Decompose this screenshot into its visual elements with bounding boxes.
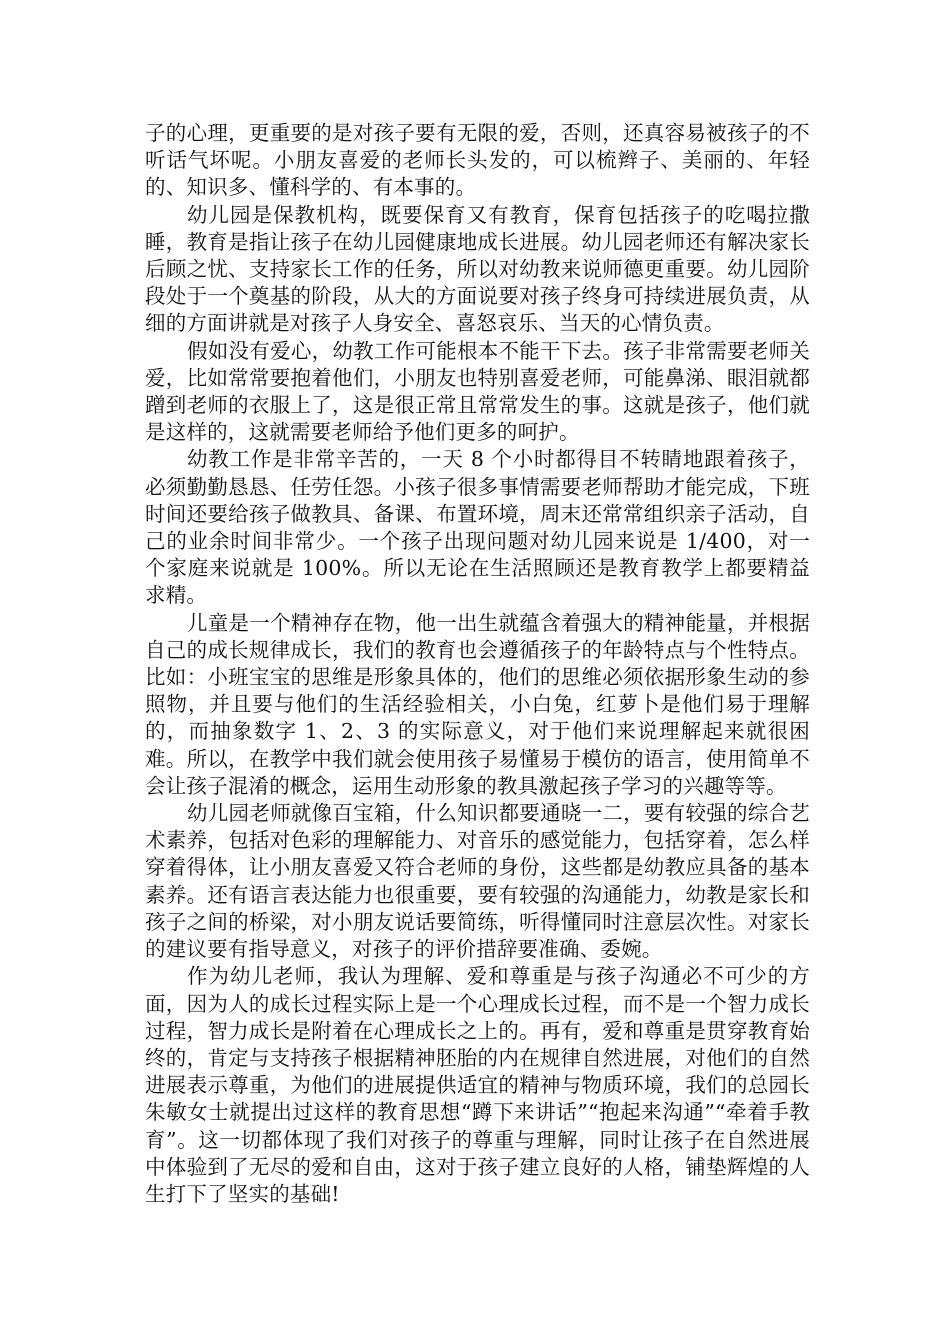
paragraph-respect: 作为幼儿老师，我认为理解、爱和尊重是与孩子沟通必不可少的方面，因为人的成长过程实际上是一个心理成长过程，而不是一个智力成长过程，智力成长是附着在心理成长之上的。再有，爱和尊重是贯穿教育始终的，肯定与支持孩子根据精神胚胎的内在规律自然进展，对他们的自然进展表示尊重，为他们的进展提供适宜的精神与物质环境，我们的总园长朱敏女士就提出过这样的教育思想“蹲下来讲话”“抱起来沟通”“牵着手教育”。这一切都体现了我们对孩子的尊重与理解，同时让孩子在自然进展中体验到了无尽的爱和自由，这对于孩子建立良好的人格，铺垫辉煌的人生打下了坚实的基础! (145, 964, 810, 1206)
paragraph-child-development: 儿童是一个精神存在物，他一出生就蕴含着强大的精神能量，并根据自己的成长规律成长，我们的教育也会遵循孩子的年龄特点与个性特点。比如：小班宝宝的思维是形象具体的，他们的思维必须依据形象生动的参照物，并且要与他们的生活经验相关，小白兔，红萝卜是他们易于理解的，而抽象数字 1、2、3 的实际意义，对于他们来说理解起来就很困难。所以，在教学中我们就会使用孩子易懂易于模仿的语言，使用简单不会让孩子混淆的概念，运用生动形象的教具激起孩子学习的兴趣等等。 (145, 610, 810, 798)
paragraph-hard-work: 幼教工作是非常辛苦的，一天 8 个小时都得目不转睛地跟着孩子，必须勤勤恳恳、任劳任怨。小孩子很多事情需要老师帮助才能完成，下班时间还要给孩子做教具、备课、布置环境，周末还常常组织亲子活动，自己的业余时间非常少。一个孩子出现问题对幼儿园来说是 1/400，对一个家庭来说就是 100%。所以无论在生活照顾还是教育教学上都要精益求精。 (145, 447, 810, 608)
paragraph-teacher-skills: 幼儿园老师就像百宝箱，什么知识都要通晓一二，要有较强的综合艺术素养，包括对色彩的理解能力、对音乐的感觉能力，包括穿着，怎么样穿着得体，让小朋友喜爱又符合老师的身份，这些都是幼教应具备的基本素养。还有语言表达能力也很重要，要有较强的沟通能力，幼教是家长和孩子之间的桥梁，对小朋友说话要简练，听得懂同时注意层次性。对家长的建议要有指导意义，对孩子的评价措辞要准确、委婉。 (145, 801, 810, 962)
paragraph-love: 假如没有爱心，幼教工作可能根本不能干下去。孩子非常需要老师关爱，比如常常要抱着他们，小朋友也特别喜爱老师，可能鼻涕、眼泪就都蹭到老师的衣服上了，这是很正常且常常发生的事。这就是孩子，他们就是这样的，这就需要老师给予他们更多的呵护。 (145, 338, 810, 445)
document-body (145, 120, 810, 1208)
paragraph-kindergarten-role: 幼儿园是保教机构，既要保育又有教育，保育包括孩子的吃喝拉撒睡，教育是指让孩子在幼儿园健康地成长进展。幼儿园老师还有解决家长后顾之忧、支持家长工作的任务，所以对幼教来说师德更重要。幼儿园阶段处于一个奠基的阶段，从大的方面说要对孩子终身可持续进展负责，从细的方面讲就是对孩子人身安全、喜怒哀乐、当天的心情负责。 (145, 202, 810, 336)
paragraph-continued: 子的心理，更重要的是对孩子要有无限的爱，否则，还真容易被孩子的不听话气坏呢。小朋友喜爱的老师长头发的，可以梳辫子、美丽的、年轻的、知识多、懂科学的、有本事的。 (145, 121, 810, 200)
